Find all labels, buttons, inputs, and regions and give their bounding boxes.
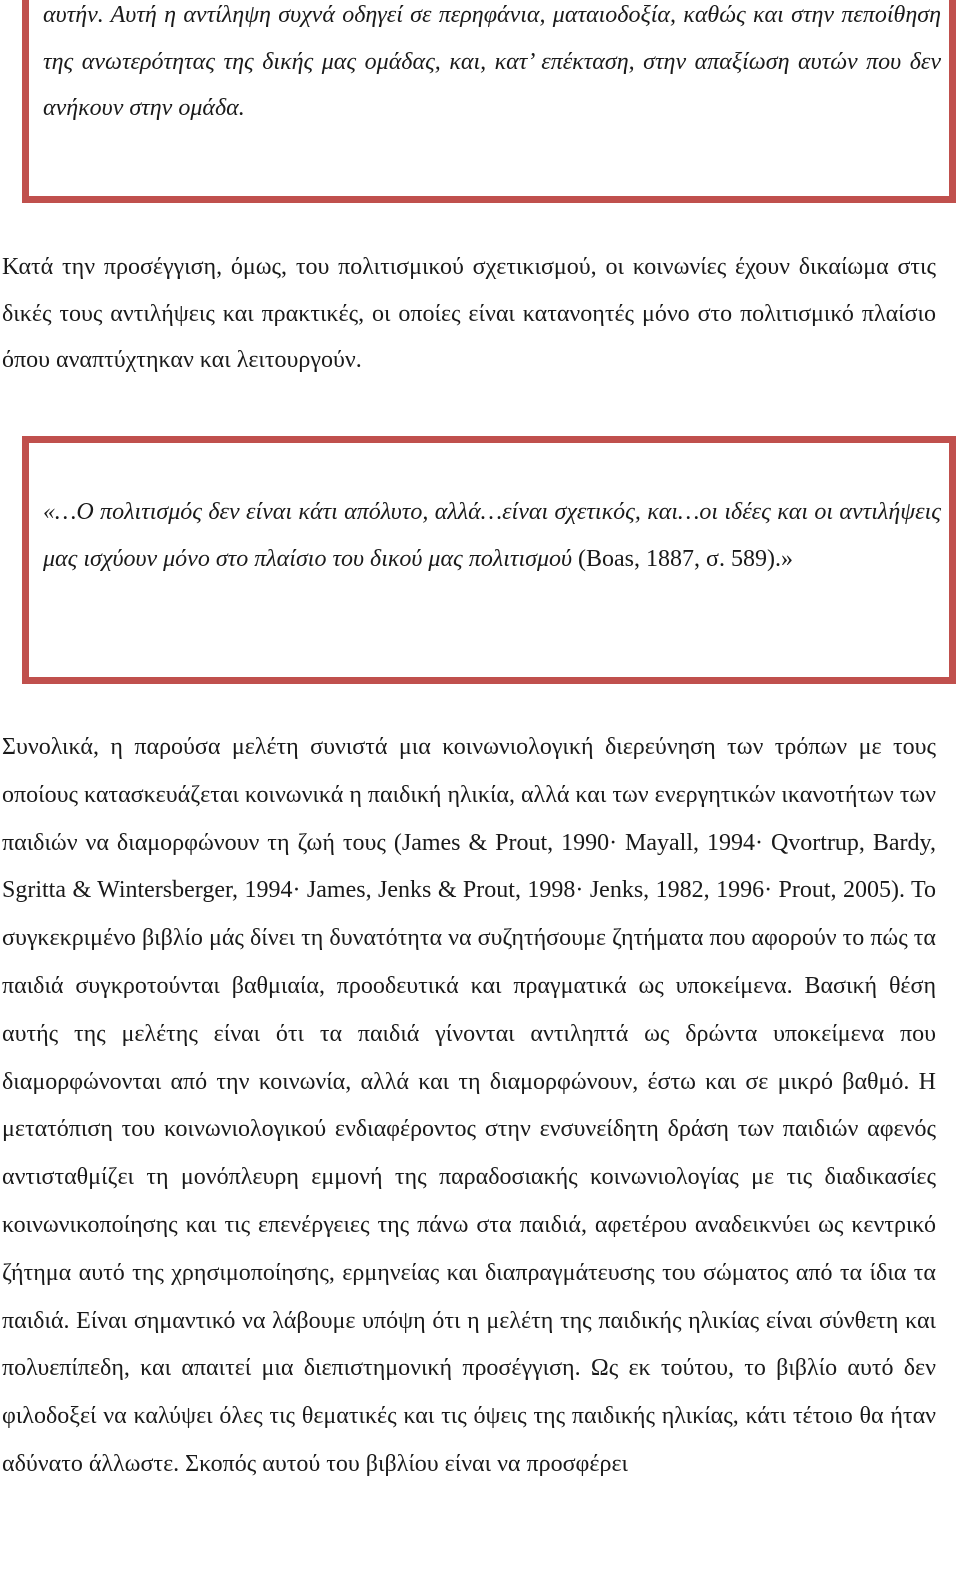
- highlight-box-top: [22, 0, 956, 203]
- paragraph-relativism: Κατά την προσέγγιση, όμως, του πολιτισμικού σχετικισμού, οι κοινωνίες έχουν δικαίωμα στις δικές τους αντιλήψεις και πρακτικές, οι οποίες είναι κατανοητές μόνο στο πολιτισμικό πλαίσιο όπου αναπτύχτηκαν και λειτουργούν.: [2, 254, 936, 373]
- paragraph-summary: Συνολικά, η παρούσα μελέτη συνιστά μια κοινωνιολογική διερεύνηση των τρόπων με τους οποίους κατασκευάζεται κοινωνικά η παιδική ηλικία, αλλά και των ενεργητικών ικανοτήτων των παιδιών να διαμορφώνουν τη ζωή τους (James & Prout, 1990· Mayall, 1994· Qvortrup, Bardy, Sgritta & Wintersberger, 1994· James, Jenks & Prout, 1998· Jenks, 1982, 1996· Prout, 2005). Το συγκεκριμένο βιβλίο μάς δίνει τη δυνατότητα να συζητήσουμε ζητήματα που αφορούν το πώς τα παιδιά συγκροτούνται βαθμιαία, προοδευτικά και πραγματικά ως υποκείμενα. Βασική θέση αυτής της μελέτης είναι ότι τα παιδιά γίνονται αντιληπτά ως δρώντα υποκείμενα που διαμορφώνονται από την κοινωνία, αλλά και τη διαμορφώνουν, έστω και σε μικρό βαθμό. Η μετατόπιση του κοινωνιολογικού ενδιαφέροντος στην ενσυνείδητη δράση των παιδιών αφενός αντισταθμίζει τη μονόπλευρη εμμονή της παραδοσιακής κοινωνιολογίας με τις διαδικασίες κοινωνικοποίησης και τις επενέργειες της πάνω στα παιδιά, αφετέρου αναδεικνύει ως κεντρικό ζήτημα αυτό της χρησιμοποίησης, ερμηνείας και διαπραγμάτευσης του σώματος από τα ίδια τα παιδιά. Είναι σημαντικό να λάβουμε υπόψη ότι η μελέτη της παιδικής ηλικίας είναι σύνθετη και πολυεπίπεδη, και απαιτεί μια διεπιστημονική προσέγγιση. Ως εκ τούτου, το βιβλίο αυτό δεν φιλοδοξεί να καλύψει όλες τις θεματικές και τις όψεις της παιδικής ηλικίας, κάτι τέτοιο θα ήταν αδύνατο άλλωστε. Σκοπός αυτού του βιβλίου είναι να προσφέρει: [2, 734, 936, 1477]
- quote-body: «…Ο πολιτισμός δεν είναι κάτι απόλυτο, αλλά…είναι σχετικός, και…οι ιδέες και οι αντιλήψεις μας ισχύουν μόνο στο πλαίσιο του δικού μας πολιτισμού: [43, 499, 941, 572]
- quote-citation: (Boas, 1887, σ. 589).»: [572, 545, 793, 572]
- quote-box: [22, 436, 956, 684]
- top-box-text: αυτήν. Αυτή η αντίληψη συχνά οδηγεί σε περηφάνια, ματαιοδοξία, καθώς και στην πεποίθηση της ανωτερότητας της δικής μας ομάδας, και, κατ’ επέκταση, στην απαξίωση αυτών που δεν ανήκουν στην ομάδα.: [43, 2, 941, 121]
- quote-text: [43, 489, 941, 582]
